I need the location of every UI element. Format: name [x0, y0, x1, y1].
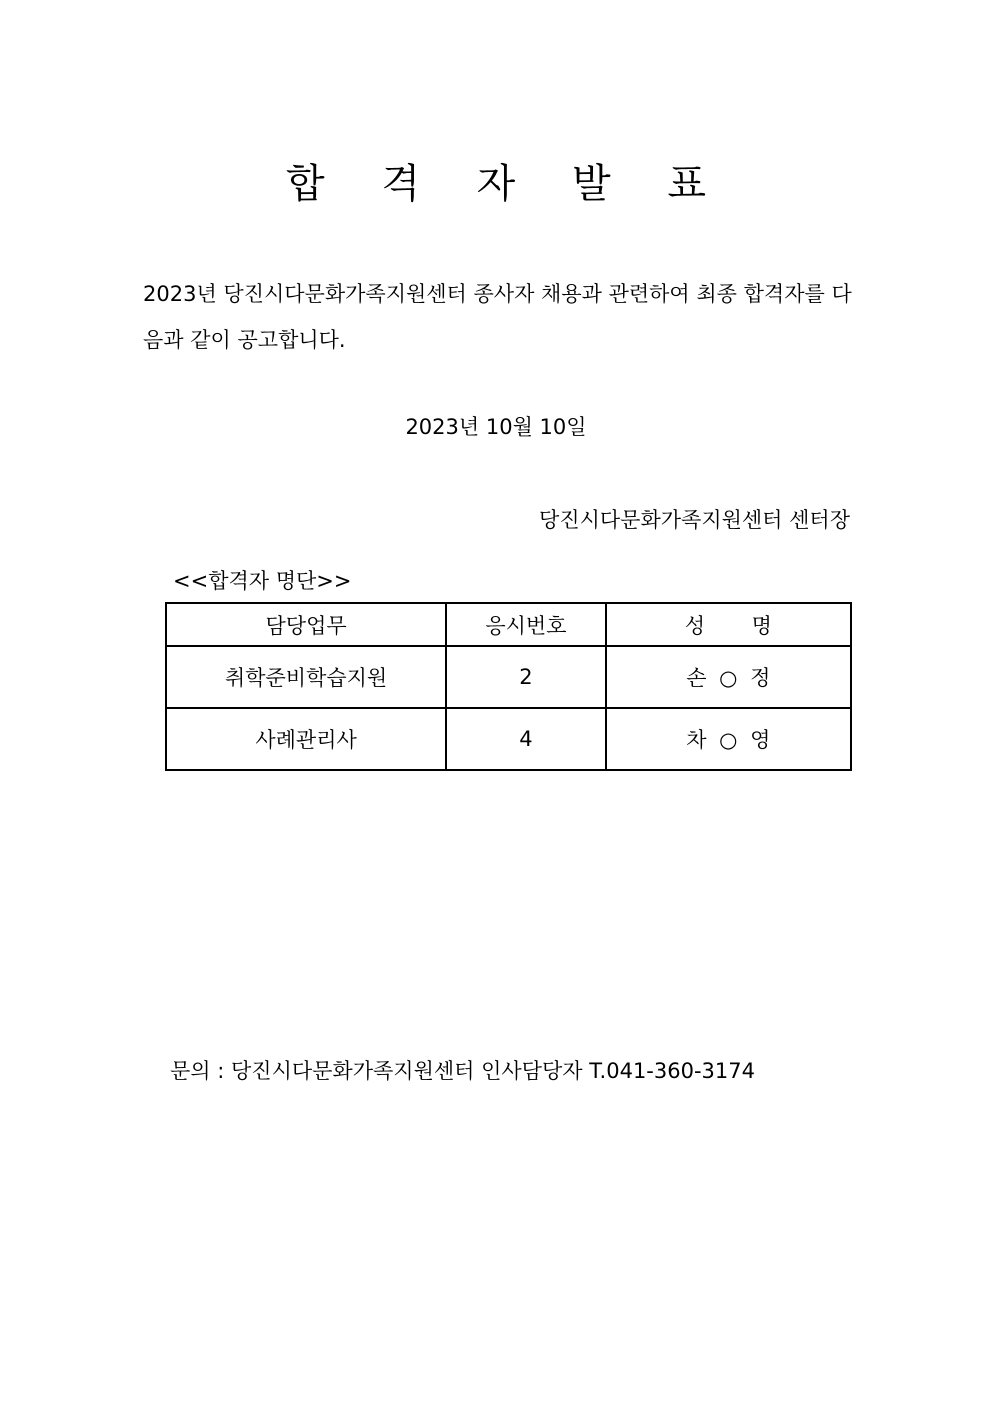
table-header-row	[166, 603, 851, 646]
signer: 당진시다문화가족지원센터 센터장	[539, 508, 850, 532]
header-duty: 담당업무	[166, 603, 446, 646]
cell-duty: 사례관리사	[166, 708, 446, 770]
header-name: 성 명	[606, 603, 851, 646]
header-applicant-number: 응시번호	[446, 603, 606, 646]
successful-candidates-table	[165, 602, 852, 771]
contact-info: 문의 : 당진시다문화가족지원센터 인사담당자 T.041-360-3174	[170, 1059, 755, 1083]
list-heading: <<합격자 명단>>	[173, 569, 352, 593]
announcement-date: 2023년 10월 10일	[405, 415, 587, 439]
cell-applicant-number: 2	[446, 646, 606, 708]
cell-name: 차 ○ 영	[606, 708, 851, 770]
table-row	[166, 646, 851, 708]
cell-name: 손 ○ 정	[606, 646, 851, 708]
table-row	[166, 708, 851, 770]
cell-duty: 취학준비학습지원	[166, 646, 446, 708]
cell-applicant-number: 4	[446, 708, 606, 770]
page-title: 합 격 자 발 표	[285, 161, 729, 207]
announcement-text: 2023년 당진시다문화가족지원센터 종사자 채용과 관련하여 최종 합격자를 다음과 같이 공고합니다.	[143, 282, 852, 352]
